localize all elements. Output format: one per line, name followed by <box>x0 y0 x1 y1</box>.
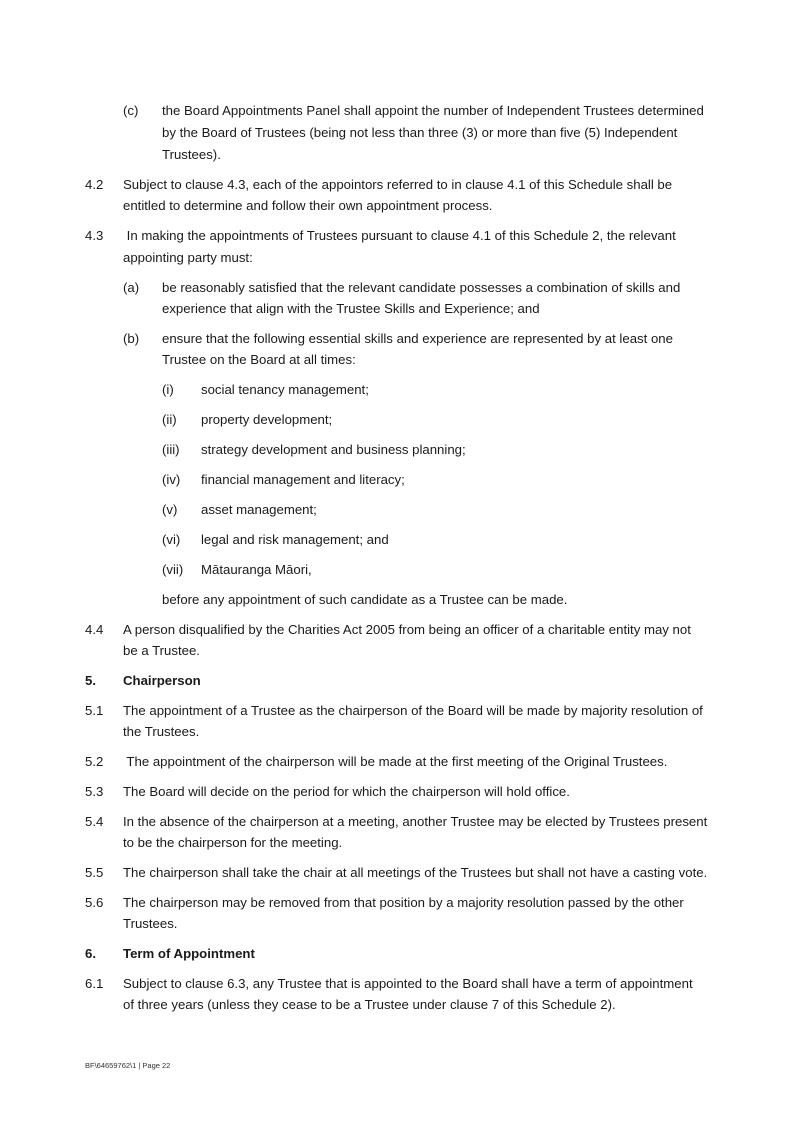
clause-text-line: the Board Appointments Panel shall appoint the number of Independent Trustees determined <box>162 103 704 118</box>
clause-text-line: experience that align with the Trustee Skills and Experience; and <box>162 301 540 316</box>
clause-text-line: Trustees. <box>123 916 178 931</box>
clause-number: 6.1 <box>85 976 104 991</box>
clause-text-line: The Board will decide on the period for which the chairperson will hold office. <box>123 784 570 799</box>
clause-text-line: Trustee on the Board at all times: <box>162 352 356 367</box>
subclause-text: legal and risk management; and <box>201 532 389 547</box>
clause-text-line: appointing party must: <box>123 250 253 265</box>
clause-text-line: Subject to clause 6.3, any Trustee that is appointed to the Board shall have a term of appointment <box>123 976 693 991</box>
clause-number: (b) <box>123 331 140 346</box>
subclause-text: Mātauranga Māori, <box>201 562 312 577</box>
section-heading: Chairperson <box>123 673 201 688</box>
section-number: 6. <box>85 946 96 961</box>
clause-number: 5.2 <box>85 754 104 769</box>
clause-number: 4.4 <box>85 622 104 637</box>
clause-text-line: to be the chairperson for the meeting. <box>123 835 343 850</box>
clause-number: (a) <box>123 280 140 295</box>
clause-text-line: of three years (unless they cease to be a Trustee under clause 7 of this Schedule 2). <box>123 997 616 1012</box>
clause-text-line: In the absence of the chairperson at a meeting, another Trustee may be elected by Trustees present <box>123 814 708 829</box>
clause-text-line: the Trustees. <box>123 724 200 739</box>
clause-number: 5.5 <box>85 865 104 880</box>
subclause-text: asset management; <box>201 502 317 517</box>
subclause-text: strategy development and business planning; <box>201 442 466 457</box>
clause-number: 5.4 <box>85 814 104 829</box>
clause-number: 5.1 <box>85 703 104 718</box>
clause-text-line: Trustees). <box>162 147 221 162</box>
subclause-text: social tenancy management; <box>201 382 369 397</box>
clause-text-line: be reasonably satisfied that the relevant candidate possesses a combination of skills and <box>162 280 681 295</box>
subclause-number: (vi) <box>162 532 181 547</box>
clause-text-line: by the Board of Trustees (being not less than three (3) or more than five (5) Independent <box>162 125 678 140</box>
clause-number: 4.3 <box>85 228 104 243</box>
subclause-text: financial management and literacy; <box>201 472 405 487</box>
clause-text-line: entitled to determine and follow their own appointment process. <box>123 198 493 213</box>
clause-number: (c) <box>123 103 139 118</box>
clause-text-line: The appointment of a Trustee as the chairperson of the Board will be made by majority resolution of <box>123 703 703 718</box>
subclause-number: (iv) <box>162 472 181 487</box>
subclause-number: (vii) <box>162 562 184 577</box>
clause-text-line: The chairperson shall take the chair at all meetings of the Trustees but shall not have a casting vote. <box>123 865 708 880</box>
clause-number: 5.3 <box>85 784 104 799</box>
subclause-number: (v) <box>162 502 178 517</box>
clause-text-line: before any appointment of such candidate as a Trustee can be made. <box>162 592 568 607</box>
subclause-number: (i) <box>162 382 174 397</box>
clause-text-line: be a Trustee. <box>123 643 200 658</box>
section-number: 5. <box>85 673 96 688</box>
clause-text-line: Subject to clause 4.3, each of the appointors referred to in clause 4.1 of this Schedule shall be <box>123 177 673 192</box>
clause-text-line: The appointment of the chairperson will be made at the first meeting of the Original Trustees. <box>123 754 668 769</box>
subclause-number: (iii) <box>162 442 180 457</box>
clause-number: 5.6 <box>85 895 104 910</box>
clause-text-line: A person disqualified by the Charities Act 2005 from being an officer of a charitable entity may not <box>123 622 691 637</box>
subclause-number: (ii) <box>162 412 177 427</box>
clause-number: 4.2 <box>85 177 104 192</box>
section-heading: Term of Appointment <box>123 946 255 961</box>
clause-text-line: ensure that the following essential skills and experience are represented by at least one <box>162 331 673 346</box>
clause-text-line: In making the appointments of Trustees pursuant to clause 4.1 of this Schedule 2, the relevant <box>123 228 676 243</box>
page-footer: BF\64659762\1 | Page 22 <box>85 1061 171 1070</box>
subclause-text: property development; <box>201 412 333 427</box>
clause-text-line: The chairperson may be removed from that position by a majority resolution passed by the other <box>123 895 684 910</box>
